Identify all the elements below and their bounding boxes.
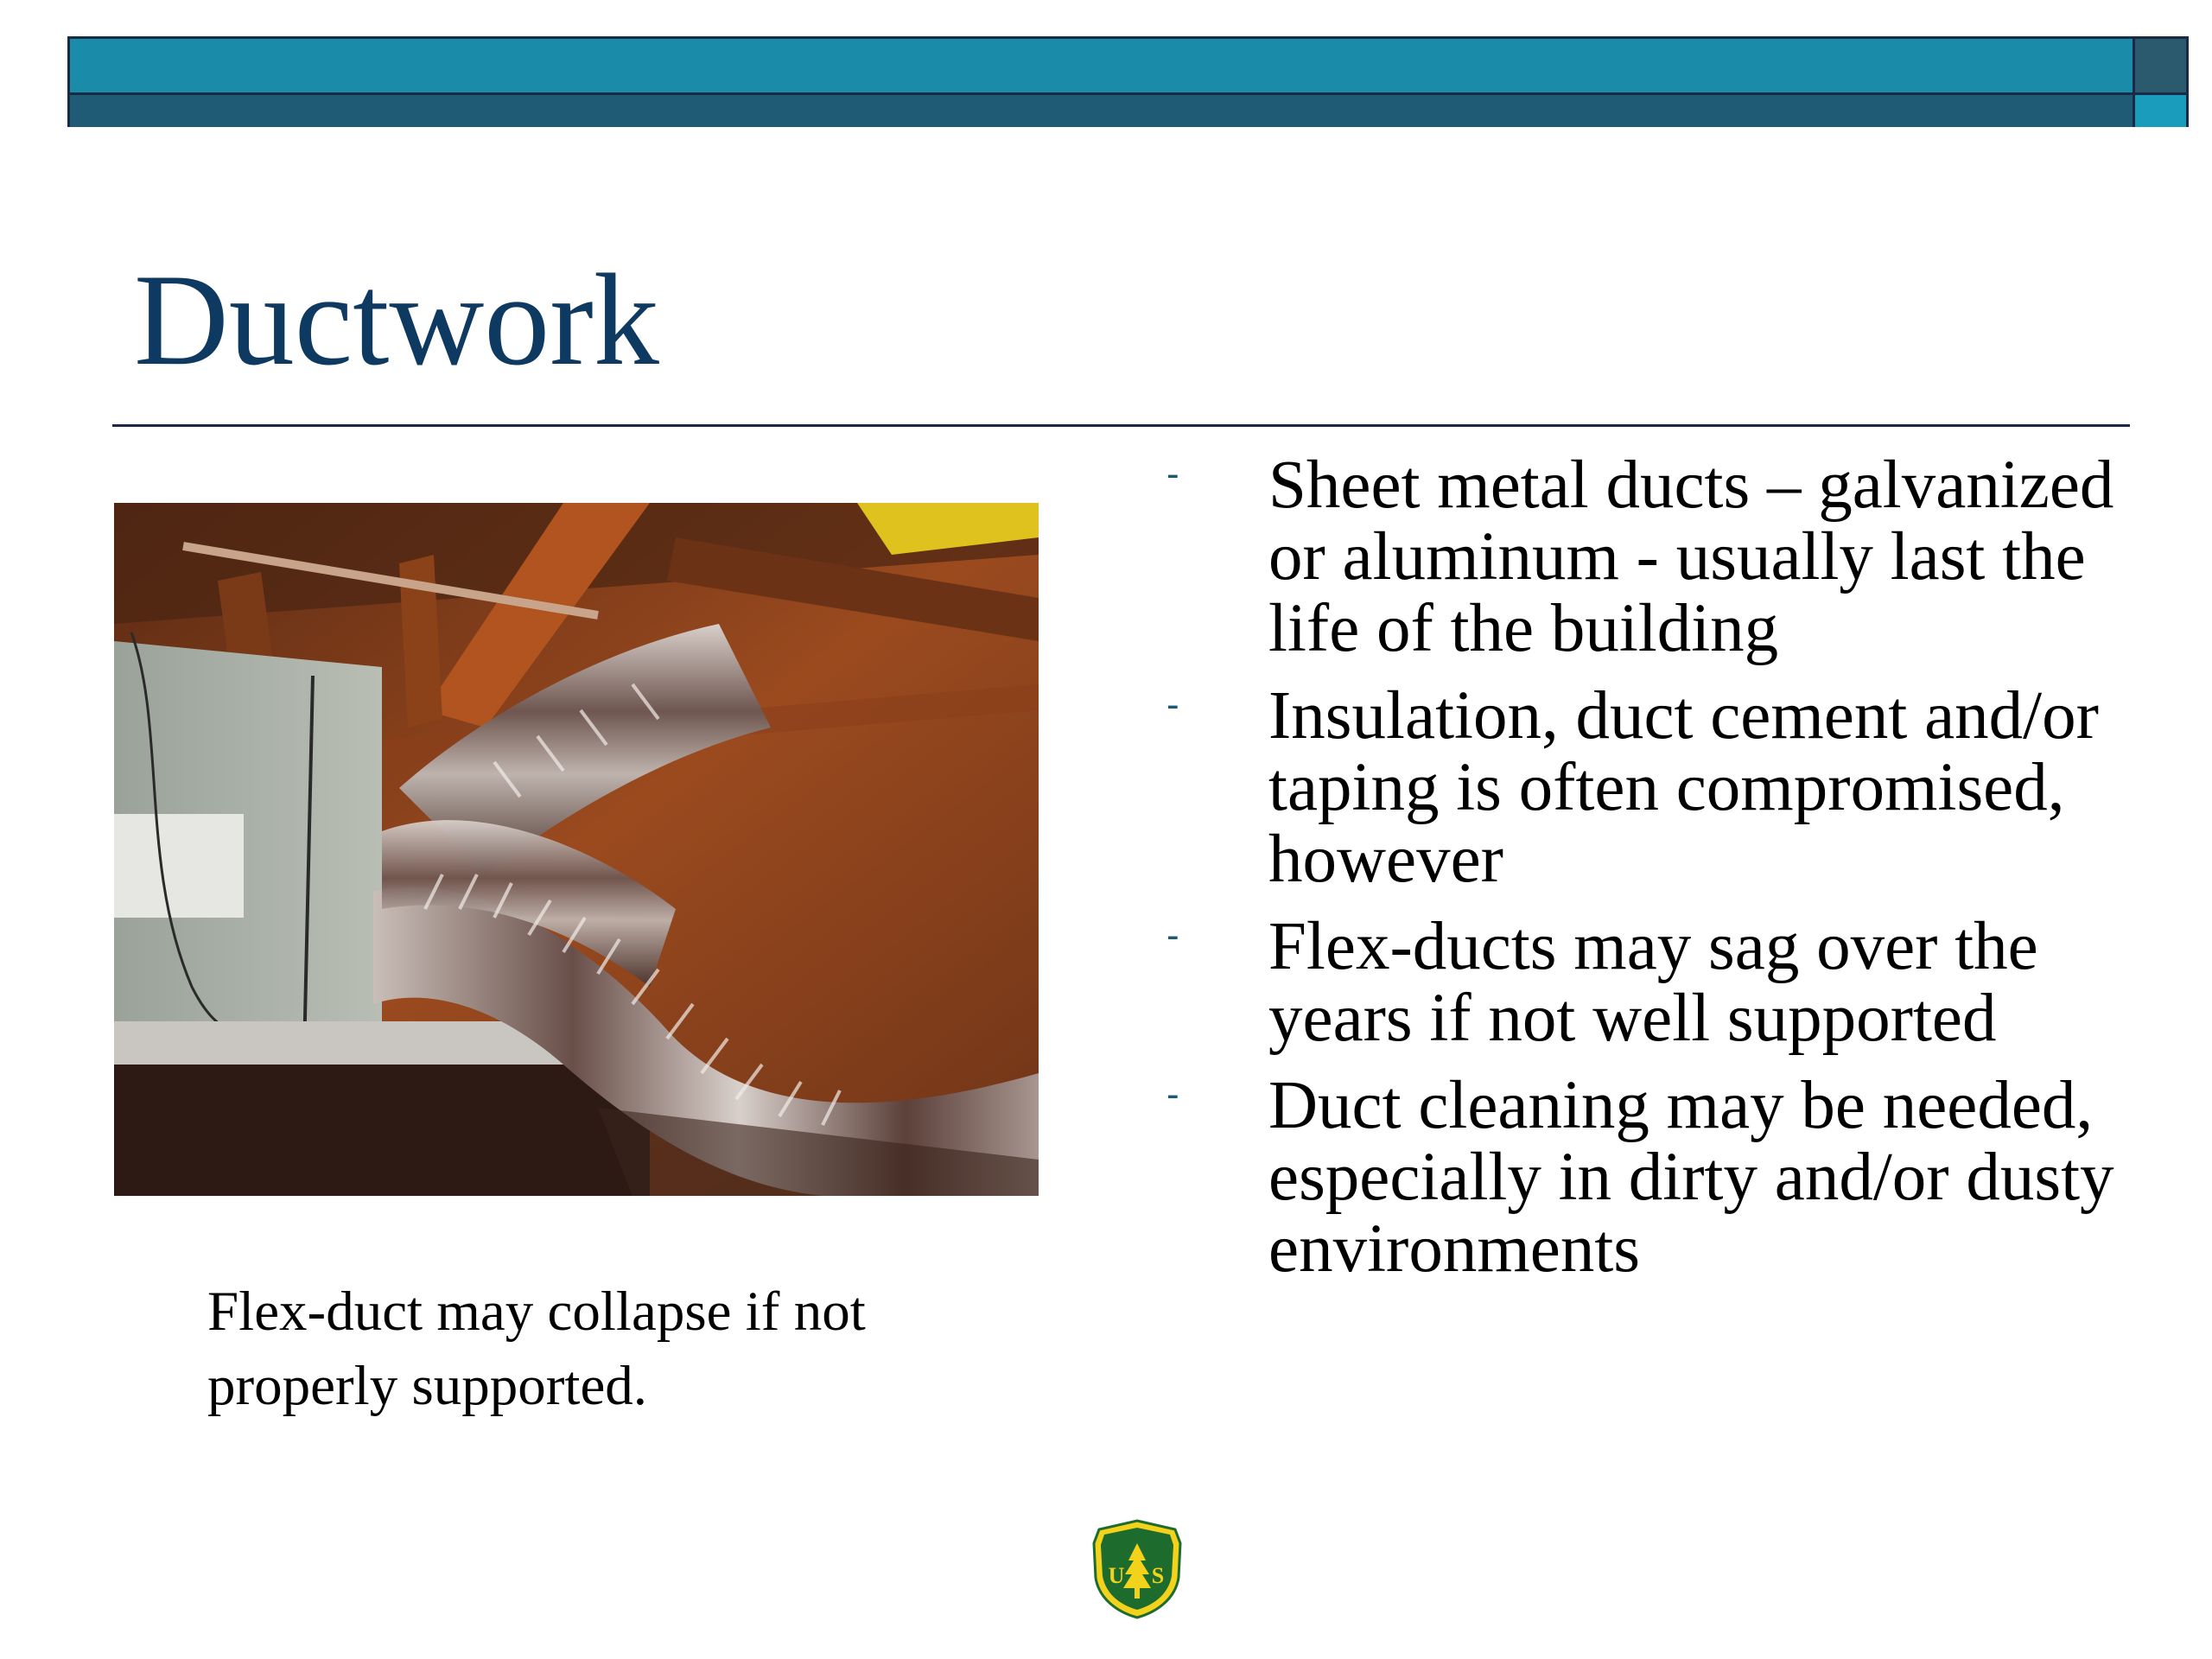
svg-text:U: U (1108, 1563, 1125, 1588)
bullet-item (1166, 449, 2160, 664)
bullet-marker: - (1166, 914, 1179, 957)
title-divider (112, 424, 2130, 427)
bullet-item (1166, 911, 2160, 1054)
slide-title: Ductwork (134, 247, 659, 392)
svg-text:S: S (1151, 1563, 1165, 1588)
bullet-item (1166, 1070, 2160, 1285)
bullet-text: Duct cleaning may be needed, especially in dirty and/or dusty environments (1268, 1068, 2114, 1287)
forest-service-shield-icon (1089, 1517, 1185, 1621)
photo-caption: Flex-duct may collapse if not properly supported. (207, 1281, 866, 1417)
header-banner-stripe (70, 92, 2186, 127)
bullet-item (1166, 680, 2160, 895)
header-banner (67, 36, 2189, 127)
ductwork-photo (114, 503, 1039, 1196)
bullet-text: Flex-ducts may sag over the years if not well supported (1268, 909, 2038, 1056)
header-banner-corner-bottom (2133, 92, 2186, 127)
bullet-marker: - (1166, 1073, 1179, 1116)
bullet-text: Sheet metal ducts – galvanized or aluminum - usually last the life of the building (1268, 448, 2114, 666)
bullet-text: Insulation, duct cement and/or taping is often compromised, however (1268, 678, 2099, 897)
header-banner-corner-top (2133, 39, 2186, 92)
bullet-list (1166, 449, 2160, 1300)
bullet-marker: - (1166, 683, 1179, 726)
bullet-marker: - (1166, 453, 1179, 495)
